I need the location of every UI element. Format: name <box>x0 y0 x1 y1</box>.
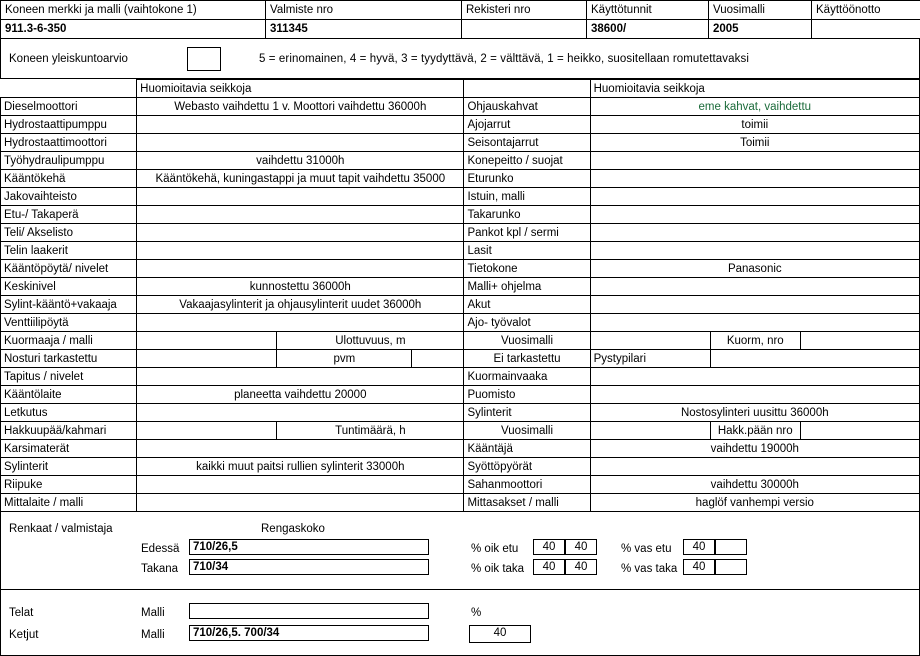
table-row <box>1 260 920 278</box>
table-row <box>1 296 920 314</box>
row-note-hydrostaattipumppu[interactable] <box>137 116 464 134</box>
row-note-sahanmoottori[interactable]: vaihdettu 30000h <box>590 476 919 494</box>
pct-front-left-b[interactable] <box>715 539 747 555</box>
row-label-hydrostaattipumppu: Hydrostaattipumppu <box>1 116 137 134</box>
table-row <box>1 476 920 494</box>
row-label-vuosimalli-hakkuupaa: Vuosimalli <box>464 422 590 440</box>
chains-pct-input[interactable]: 40 <box>469 625 531 643</box>
row-note-tietokone[interactable]: Panasonic <box>590 260 919 278</box>
row-note-keskinivel[interactable]: kunnostettu 36000h <box>137 278 464 296</box>
row-note-istuin[interactable] <box>590 188 919 206</box>
row-label-kuormainvaaka: Kuormainvaaka <box>464 368 590 386</box>
table-row <box>1 224 920 242</box>
row-value-vuosimalli-hakkuupaa[interactable] <box>590 422 710 440</box>
row-note-hydrostaattimoottori[interactable] <box>137 134 464 152</box>
table-row <box>1 350 920 368</box>
condition-rating-row <box>0 39 920 79</box>
tyres-front-label: Edessä <box>141 543 180 555</box>
table-row <box>1 188 920 206</box>
pct-front-left-label: % vas etu <box>621 543 672 555</box>
header-label-kayttotunnit: Käyttötunnit <box>587 1 709 20</box>
row-note-mittalaite[interactable] <box>137 494 464 512</box>
row-label-etu-takapera: Etu-/ Takaperä <box>1 206 137 224</box>
row-label-ohjauskahvat: Ohjauskahvat <box>464 98 590 116</box>
row-label-jakovaihteisto: Jakovaihteisto <box>1 188 137 206</box>
row-label-pystypilari: Pystypilari <box>590 350 710 368</box>
pct-rear-left-b[interactable] <box>715 559 747 575</box>
row-label-vuosimalli-kuormaaja: Vuosimalli <box>464 332 590 350</box>
tyres-section <box>0 512 920 590</box>
table-row <box>1 134 920 152</box>
row-label-mittasakset: Mittasakset / malli <box>464 494 590 512</box>
row-note-akut[interactable] <box>590 296 919 314</box>
row-note-kaantolaite[interactable]: planeetta vaihdettu 20000 <box>137 386 464 404</box>
row-note-letkutus[interactable] <box>137 404 464 422</box>
row-note-kaantopoyta[interactable] <box>137 260 464 278</box>
row-note-pystypilari[interactable] <box>710 350 919 368</box>
row-note-konepeitto[interactable] <box>590 152 919 170</box>
row-note-lasit[interactable] <box>590 242 919 260</box>
row-label-venttiilipoyta: Venttiilipöytä <box>1 314 137 332</box>
pct-front-right-a[interactable]: 40 <box>533 539 565 555</box>
notes-header-row <box>1 80 920 98</box>
row-label-hakkpaan-nro: Hakk.pään nro <box>710 422 800 440</box>
row-label-keskinivel: Keskinivel <box>1 278 137 296</box>
row-value-kuorm-nro[interactable] <box>800 332 919 350</box>
tyres-title: Renkaat / valmistaja <box>9 523 113 535</box>
header-value-kayttoonotto[interactable] <box>812 20 920 39</box>
left-notes-header: Huomioitavia seikkoja <box>137 80 464 98</box>
chains-model-label: Malli <box>141 629 165 641</box>
pct-front-right-b[interactable]: 40 <box>565 539 597 555</box>
header-label-valmiste: Valmiste nro <box>266 1 462 20</box>
row-value-hakkpaan-nro[interactable] <box>800 422 919 440</box>
header-value-row <box>1 20 920 39</box>
row-label-ajojarrut: Ajojarrut <box>464 116 590 134</box>
row-label-telin-laakerit: Telin laakerit <box>1 242 137 260</box>
row-note-jakovaihteisto[interactable] <box>137 188 464 206</box>
row-label-akut: Akut <box>464 296 590 314</box>
pct-rear-right-label: % oik taka <box>471 563 525 575</box>
condition-rating-label: Koneen yleiskuntoarvio <box>9 52 128 65</box>
row-label-tapitus: Tapitus / nivelet <box>1 368 137 386</box>
row-label-sylinterit-vasen: Sylinterit <box>1 458 137 476</box>
chains-label: Ketjut <box>9 629 39 641</box>
row-note-venttiilipoyta[interactable] <box>137 314 464 332</box>
header-label-kayttoonotto: Käyttöönotto <box>812 1 920 20</box>
header-value-merkki[interactable]: 911.3-6-350 <box>1 20 266 39</box>
header-value-kayttotunnit[interactable]: 38600/ <box>587 20 709 39</box>
row-label-kaantopoyta: Kääntöpöytä/ nivelet <box>1 260 137 278</box>
tracks-pct-spacer <box>469 603 475 605</box>
table-row <box>1 314 920 332</box>
row-label-lasit: Lasit <box>464 242 590 260</box>
table-row <box>1 494 920 512</box>
tyres-size-header: Rengaskoko <box>261 523 325 535</box>
row-value-hakkuupaa-malli[interactable] <box>137 422 277 440</box>
row-note-ohjauskahvat[interactable]: eme kahvat, vaihdettu <box>590 98 919 116</box>
row-label-teli-akselisto: Teli/ Akselisto <box>1 224 137 242</box>
table-row <box>1 116 920 134</box>
row-label-dieselmoottori: Dieselmoottori <box>1 98 137 116</box>
row-label-istuin: Istuin, malli <box>464 188 590 206</box>
right-label-header <box>464 80 590 98</box>
row-note-teli-akselisto[interactable] <box>137 224 464 242</box>
row-value-kuormaaja-malli[interactable] <box>137 332 277 350</box>
tyres-rear-label: Takana <box>141 563 179 575</box>
row-note-seisontajarrut[interactable]: Toimii <box>590 134 919 152</box>
header-table <box>0 0 920 39</box>
tyres-front-size-input[interactable]: 710/26,5 <box>189 539 429 555</box>
row-note-telin-laakerit[interactable] <box>137 242 464 260</box>
pct-rear-left-a[interactable]: 40 <box>683 559 715 575</box>
row-label-sylint-kaanto: Sylint-kääntö+vakaaja <box>1 296 137 314</box>
table-row <box>1 404 920 422</box>
header-value-rekisteri[interactable] <box>462 20 587 39</box>
row-note-malli-ohjelma[interactable] <box>590 278 919 296</box>
table-row <box>1 206 920 224</box>
table-row <box>1 368 920 386</box>
table-row <box>1 170 920 188</box>
row-label-hydrostaattimoottori: Hydrostaattimoottori <box>1 134 137 152</box>
pct-rear-right-a[interactable]: 40 <box>533 559 565 575</box>
table-row <box>1 458 920 476</box>
row-note-tyohydraulipumppu[interactable]: vaihdettu 31000h <box>137 152 464 170</box>
row-label-sylinterit-oikea: Sylinterit <box>464 404 590 422</box>
table-row <box>1 386 920 404</box>
row-note-eturunko[interactable] <box>590 170 919 188</box>
tracks-chains-section <box>0 590 920 656</box>
header-label-merkki: Koneen merkki ja malli (vaihtokone 1) <box>1 1 266 20</box>
chains-model-input[interactable]: 710/26,5. 700/34 <box>189 625 429 641</box>
row-note-ajo-tyovalot[interactable] <box>590 314 919 332</box>
row-label-nosturi-tarkastettu: Nosturi tarkastettu <box>1 350 137 368</box>
table-row <box>1 332 920 350</box>
row-label-kaantaja: Kääntäjä <box>464 440 590 458</box>
table-row <box>1 422 920 440</box>
row-label-riipuke: Riipuke <box>1 476 137 494</box>
row-note-etu-takapera[interactable] <box>137 206 464 224</box>
table-row <box>1 440 920 458</box>
row-label-syottopyorat: Syöttöpyörät <box>464 458 590 476</box>
pct-front-left-a[interactable]: 40 <box>683 539 715 555</box>
row-note-tuntimaara[interactable]: Tuntimäärä, h <box>277 422 464 440</box>
row-label-puomisto: Puomisto <box>464 386 590 404</box>
row-label-takarunko: Takarunko <box>464 206 590 224</box>
row-label-eturunko: Eturunko <box>464 170 590 188</box>
row-note-kuormainvaaka[interactable] <box>590 368 919 386</box>
row-label-hakkuupaa: Hakkuupää/kahmari <box>1 422 137 440</box>
row-note-syottopyorat[interactable] <box>590 458 919 476</box>
pct-rear-left-label: % vas taka <box>621 563 678 575</box>
row-note-riipuke[interactable] <box>137 476 464 494</box>
table-row <box>1 98 920 116</box>
condition-rating-scale: 5 = erinomainen, 4 = hyvä, 3 = tyydyttävä, 2 = välttävä, 1 = heikko, suositellaan romutettavaksi <box>259 52 749 65</box>
row-label-sahanmoottori: Sahanmoottori <box>464 476 590 494</box>
row-label-pvm: pvm <box>277 350 412 368</box>
header-label-rekisteri: Rekisteri nro <box>462 1 587 20</box>
row-note-sylinterit-vasen[interactable]: kaikki muut paitsi rullien sylinterit 33000h <box>137 458 464 476</box>
row-value-nosturi-blank[interactable] <box>137 350 277 368</box>
row-note-pankot[interactable] <box>590 224 919 242</box>
table-row <box>1 152 920 170</box>
pct-rear-right-b[interactable]: 40 <box>565 559 597 575</box>
row-note-kaantaja[interactable]: vaihdettu 19000h <box>590 440 919 458</box>
row-label-kaantokeha: Kääntökehä <box>1 170 137 188</box>
row-note-takarunko[interactable] <box>590 206 919 224</box>
row-label-tyohydraulipumppu: Työhydraulipumppu <box>1 152 137 170</box>
right-notes-header: Huomioitavia seikkoja <box>590 80 919 98</box>
row-note-tapitus[interactable] <box>137 368 464 386</box>
row-label-seisontajarrut: Seisontajarrut <box>464 134 590 152</box>
row-note-kaantokeha[interactable]: Kääntökehä, kuningastappi ja muut tapit vaihdettu 35000 <box>137 170 464 188</box>
row-note-ulottuvuus[interactable]: Ulottuvuus, m <box>277 332 464 350</box>
condition-rating-input[interactable] <box>187 47 221 71</box>
row-note-mittasakset[interactable]: haglöf vanhempi versio <box>590 494 919 512</box>
row-label-pankot: Pankot kpl / sermi <box>464 224 590 242</box>
row-note-sylint-kaanto[interactable]: Vakaajasylinterit ja ohjausylinterit uudet 36000h <box>137 296 464 314</box>
pct-front-right-label: % oik etu <box>471 543 519 555</box>
tyres-rear-size-input[interactable]: 710/34 <box>189 559 429 575</box>
header-value-vuosimalli[interactable]: 2005 <box>709 20 812 39</box>
row-label-letkutus: Letkutus <box>1 404 137 422</box>
table-row <box>1 242 920 260</box>
components-table <box>0 79 920 512</box>
tracks-label: Telat <box>9 607 34 619</box>
row-value-pvm[interactable] <box>412 350 464 368</box>
row-note-sylinterit-oikea[interactable]: Nostosylinteri uusittu 36000h <box>590 404 919 422</box>
row-label-kuorm-nro: Kuorm, nro <box>710 332 800 350</box>
row-note-puomisto[interactable] <box>590 386 919 404</box>
row-label-tietokone: Tietokone <box>464 260 590 278</box>
header-label-vuosimalli: Vuosimalli <box>709 1 812 20</box>
tracks-pct-label: % <box>471 607 482 619</box>
row-label-karsimaterat: Karsimaterät <box>1 440 137 458</box>
row-label-ajo-tyovalot: Ajo- työvalot <box>464 314 590 332</box>
header-value-valmiste[interactable]: 311345 <box>266 20 462 39</box>
row-note-ajojarrut[interactable]: toimii <box>590 116 919 134</box>
row-value-vuosimalli-kuormaaja[interactable] <box>590 332 710 350</box>
tracks-model-label: Malli <box>141 607 165 619</box>
row-note-karsimaterat[interactable] <box>137 440 464 458</box>
row-label-kaantolaite: Kääntölaite <box>1 386 137 404</box>
row-label-malli-ohjelma: Malli+ ohjelma <box>464 278 590 296</box>
row-label-kuormaaja: Kuormaaja / malli <box>1 332 137 350</box>
row-label-mittalaite: Mittalaite / malli <box>1 494 137 512</box>
row-note-nosturi[interactable]: Ei tarkastettu <box>464 350 590 368</box>
header-label-row <box>1 1 920 20</box>
row-label-konepeitto: Konepeitto / suojat <box>464 152 590 170</box>
row-note-dieselmoottori[interactable]: Webasto vaihdettu 1 v. Moottori vaihdettu 36000h <box>137 98 464 116</box>
table-row <box>1 278 920 296</box>
tracks-model-input[interactable] <box>189 603 429 619</box>
